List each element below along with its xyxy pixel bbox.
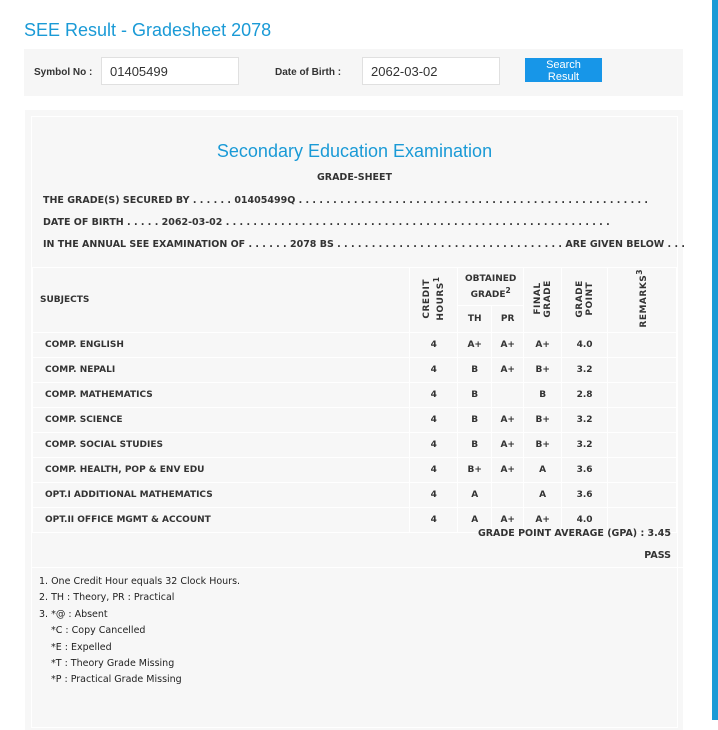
search-result-button[interactable]: Search Result [525, 58, 602, 82]
sheet-subtitle: GRADE-SHEET [316, 172, 393, 183]
cell-final: B [524, 382, 562, 407]
cell-credit: 4 [410, 482, 458, 507]
symbol-label: Symbol No : [34, 67, 93, 78]
footnote: *T : Theory Grade Missing [51, 657, 175, 669]
cell-pr [492, 382, 524, 407]
cell-remarks [608, 457, 677, 482]
table-row [33, 357, 677, 382]
cell-gp: 3.6 [562, 482, 608, 507]
cell-th: A [458, 507, 492, 532]
table-row [33, 407, 677, 432]
cell-subject: COMP. MATHEMATICS [33, 382, 410, 407]
secured-by-line: THE GRADE(S) SECURED BY . . . . . . 01405499Q . . . . . . . . . . . . . . . . . . . . . . . . . . . . . . . . . . . . . . . . . . . . . . . . . . . [43, 195, 649, 206]
cell-credit: 4 [410, 332, 458, 357]
dob-input[interactable] [362, 57, 500, 85]
gradesheet-card [25, 110, 683, 730]
cell-th: B [458, 432, 492, 457]
cell-remarks [608, 382, 677, 407]
header-remarks: REMARKS$^3$ [608, 268, 677, 333]
cell-pr: A+ [492, 432, 524, 457]
header-obtained: OBTAINED GRADE$^2$ [458, 268, 524, 306]
cell-gp: 2.8 [562, 382, 608, 407]
cell-gp: 3.2 [562, 357, 608, 382]
dob-line: DATE OF BIRTH . . . . . 2062-03-02 . . . . . . . . . . . . . . . . . . . . . . . . . . . . . . . . . . . . . . . . . . . . . . . . . . . . . . . . [43, 217, 610, 228]
cell-subject: COMP. HEALTH, POP & ENV EDU [33, 457, 410, 482]
cell-final: B+ [524, 407, 562, 432]
cell-pr: A+ [492, 357, 524, 382]
footnotes [32, 567, 684, 691]
cell-gp: 4.0 [562, 332, 608, 357]
cell-subject: COMP. SOCIAL STUDIES [33, 432, 410, 457]
cell-final: A+ [524, 507, 562, 532]
table-row [33, 457, 677, 482]
scrollbar-edge [712, 0, 718, 720]
table-row [33, 432, 677, 457]
cell-th: B [458, 407, 492, 432]
footnote: 3. *@ : Absent [39, 608, 108, 620]
header-final: FINAL GRADE [524, 268, 562, 333]
table-row [33, 332, 677, 357]
cell-credit: 4 [410, 357, 458, 382]
cell-th: B [458, 382, 492, 407]
result-text: PASS [644, 550, 671, 561]
cell-th: B [458, 357, 492, 382]
cell-credit: 4 [410, 457, 458, 482]
cell-remarks [608, 357, 677, 382]
cell-gp: 3.2 [562, 407, 608, 432]
dob-label: Date of Birth : [275, 67, 342, 78]
table-row [33, 382, 677, 407]
cell-subject: COMP. NEPALI [33, 357, 410, 382]
page-title: SEE Result - Gradesheet 2078 [24, 20, 272, 40]
cell-remarks [608, 332, 677, 357]
cell-credit: 4 [410, 432, 458, 457]
footnote: 1. One Credit Hour equals 32 Clock Hours. [39, 576, 241, 587]
cell-final: A+ [524, 332, 562, 357]
cell-subject: COMP. SCIENCE [33, 407, 410, 432]
cell-pr: A+ [492, 457, 524, 482]
header-credit: CREDIT HOURS$^1$ [410, 268, 458, 333]
search-form [24, 49, 683, 96]
cell-remarks [608, 407, 677, 432]
cell-pr: A+ [492, 507, 524, 532]
cell-pr [492, 482, 524, 507]
cell-final: A [524, 482, 562, 507]
cell-subject: OPT.II OFFICE MGMT & ACCOUNT [33, 507, 410, 532]
cell-credit: 4 [410, 507, 458, 532]
footnote: *C : Copy Cancelled [51, 625, 146, 637]
cell-credit: 4 [410, 382, 458, 407]
cell-remarks [608, 432, 677, 457]
cell-th: A [458, 482, 492, 507]
cell-gp: 3.6 [562, 457, 608, 482]
sheet-title: Secondary Education Examination [216, 141, 493, 161]
exam-line: IN THE ANNUAL SEE EXAMINATION OF . . . . . . 2078 BS . . . . . . . . . . . . . . . . . . . . . . . . . . . . . . . . . ARE GIVEN BELOW . . . [43, 239, 685, 250]
header-th: TH [458, 306, 492, 332]
footnote: *P : Practical Grade Missing [51, 674, 182, 686]
cell-th: B+ [458, 457, 492, 482]
cell-credit: 4 [410, 407, 458, 432]
symbol-input[interactable] [101, 57, 239, 85]
cell-pr: A+ [492, 407, 524, 432]
footnote: 2. TH : Theory, PR : Practical [39, 592, 175, 604]
cell-pr: A+ [492, 332, 524, 357]
header-pr: PR [492, 306, 524, 332]
gradesheet [31, 116, 685, 728]
cell-gp: 4.0 [562, 507, 608, 532]
cell-final: A [524, 457, 562, 482]
cell-final: B+ [524, 432, 562, 457]
cell-subject: OPT.I ADDITIONAL MATHEMATICS [33, 482, 410, 507]
cell-final: B+ [524, 357, 562, 382]
header-subjects: SUBJECTS [33, 268, 410, 333]
footnote: *E : Expelled [51, 641, 112, 653]
cell-subject: COMP. ENGLISH [33, 332, 410, 357]
gpa-text: GRADE POINT AVERAGE (GPA) : 3.45 [477, 528, 671, 539]
header-grade-point: GRADE POINT [562, 268, 608, 333]
grades-table [32, 267, 677, 533]
cell-remarks [608, 482, 677, 507]
cell-th: A+ [458, 332, 492, 357]
table-row [33, 482, 677, 507]
cell-gp: 3.2 [562, 432, 608, 457]
